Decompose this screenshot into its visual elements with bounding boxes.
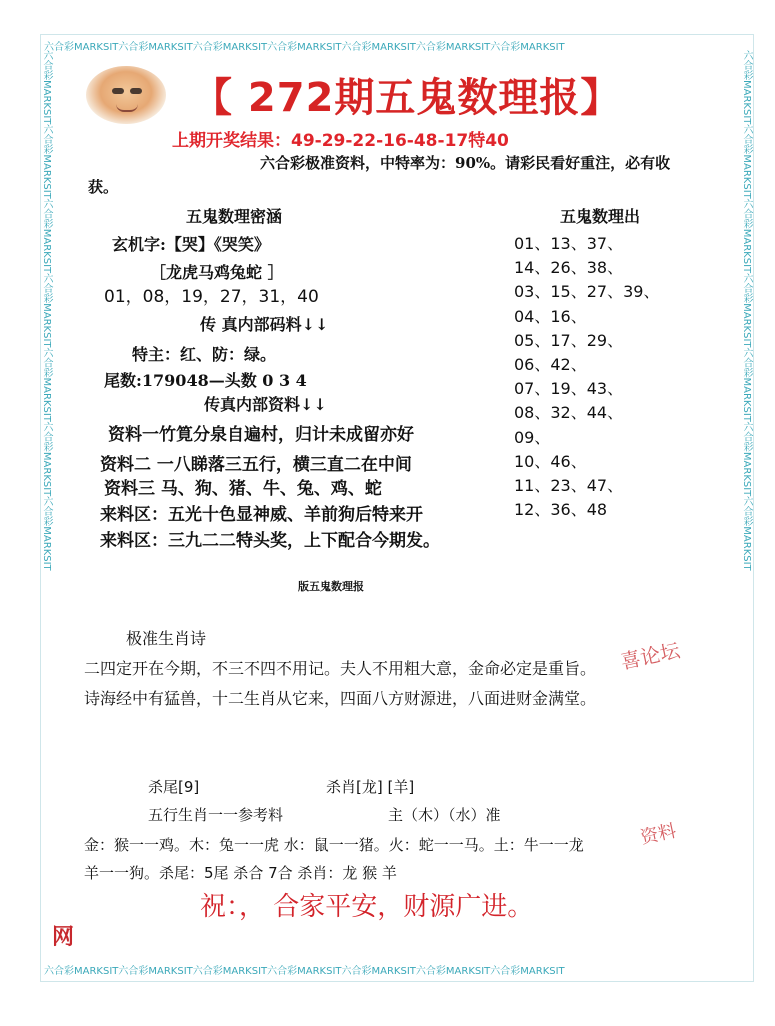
number-row: 04、16、 (514, 306, 587, 326)
left-heading: 五鬼数理密涵 (186, 207, 283, 226)
fax-data-heading: 传真内部资料↓↓ (204, 395, 327, 414)
number-row: 09、 (514, 427, 551, 447)
poem-line-2: 诗海经中有猛兽，十二生肖从它来，四面八方财源进，八面进财金满堂。 (84, 689, 597, 708)
avatar-mouth (116, 104, 138, 112)
data-line-3: 资料三 马、狗、猪、牛、兔、鸡、蛇 (104, 479, 382, 499)
border-text-bottom: 六合彩MARKSIT六合彩MARKSIT六合彩MARKSIT六合彩MARKSIT六合彩MARKSIT六合彩MARKSIT六合彩MARKSIT (44, 966, 565, 976)
source-line-1: 来料区：五光十色显神威、羊前狗后特来开 (100, 505, 423, 525)
blessing-text: 祝：， 合家平安，财源广进。 (200, 892, 534, 922)
wuxing-title: 五行生肖一一参考料 (148, 806, 284, 824)
number-row: 01、13、37、 (514, 234, 624, 253)
border-text-left: 六合彩MARKSIT六合彩MARKSIT六合彩MARKSIT六合彩MARKSIT六合彩MARKSIT六合彩MARKSIT六合彩MARKSIT (41, 50, 52, 571)
number-list: 01，08，19，27，31，40 (104, 287, 319, 307)
source-line-2: 来料区：三九二二特头奖，上下配合今期发。 (100, 531, 440, 551)
intro-line-1: 六合彩极准资料，中特率为：90%。请彩民看好重注，必有收 (260, 154, 671, 172)
poem-title: 极准生肖诗 (126, 629, 207, 648)
number-row: 12、36、48 (514, 500, 608, 520)
corner-mark: 网 (52, 924, 75, 950)
number-row: 10、46、 (514, 451, 587, 471)
border-text-top: 六合彩MARKSIT六合彩MARKSIT六合彩MARKSIT六合彩MARKSIT六合彩MARKSIT六合彩MARKSIT六合彩MARKSIT (44, 42, 565, 52)
number-row: 11、23、47、 (514, 475, 624, 495)
right-heading: 五鬼数理出 (560, 207, 641, 226)
wuxing-line-2: 羊一一狗。杀尾：5尾 杀合 7合 杀肖：龙 猴 羊 (84, 864, 397, 882)
small-title: 版五鬼数理报 (298, 580, 364, 593)
kill-zodiac: 杀肖[龙] [羊] (326, 778, 415, 796)
wuxing-main: 主（木）（水）准 (388, 806, 501, 824)
intro-line-2: 获。 (88, 178, 119, 196)
number-row: 03、15、27、39、 (514, 282, 660, 302)
poem-line-1: 二四定开在今期，不三不四不用记。夫人不用粗大意，金命必定是重旨。 (84, 659, 597, 678)
number-row: 06、42、 (514, 354, 587, 374)
previous-result: 上期开奖结果：49-29-22-16-48-17特40 (172, 131, 509, 151)
avatar-eye-left (112, 88, 124, 94)
data-line-1: 资料一竹筧分泉自遍村，归计未成留亦好 (108, 425, 414, 445)
data-line-2: 资料二 一八睇落三五行，横三直二在中间 (100, 455, 412, 475)
stamp-text-2: 资料 (638, 820, 679, 849)
number-row: 08、32、44、 (514, 403, 624, 423)
avatar (86, 66, 166, 124)
stamp-text-1: 喜论坛 (618, 637, 683, 674)
riddle-text: 玄机字:【哭】《哭笑》 (112, 235, 270, 254)
number-row: 05、17、29、 (514, 330, 624, 350)
fax-code-heading: 传 真内部码料↓↓ (200, 315, 329, 334)
special-color: 特主：红、防：绿。 (132, 345, 277, 364)
number-row: 07、19、43、 (514, 379, 624, 399)
border-text-right: 六合彩MARKSIT六合彩MARKSIT六合彩MARKSIT六合彩MARKSIT六合彩MARKSIT六合彩MARKSIT六合彩MARKSIT (741, 50, 752, 571)
number-row: 14、26、38、 (514, 258, 624, 278)
avatar-eye-right (130, 88, 142, 94)
page-title: 【 272期五鬼数理报】 (192, 75, 622, 121)
zodiac-list: ［龙虎马鸡兔蛇 ］ (150, 263, 284, 282)
kill-tail: 杀尾[9] (148, 778, 200, 796)
number-rows (514, 232, 659, 522)
tail-numbers: 尾数:179048—头数 0 3 4 (104, 371, 307, 390)
wuxing-line-1: 金：猴一一鸡。木：兔一一虎 水：鼠一一猪。火：蛇一一马。土：牛一一龙 (84, 836, 584, 854)
